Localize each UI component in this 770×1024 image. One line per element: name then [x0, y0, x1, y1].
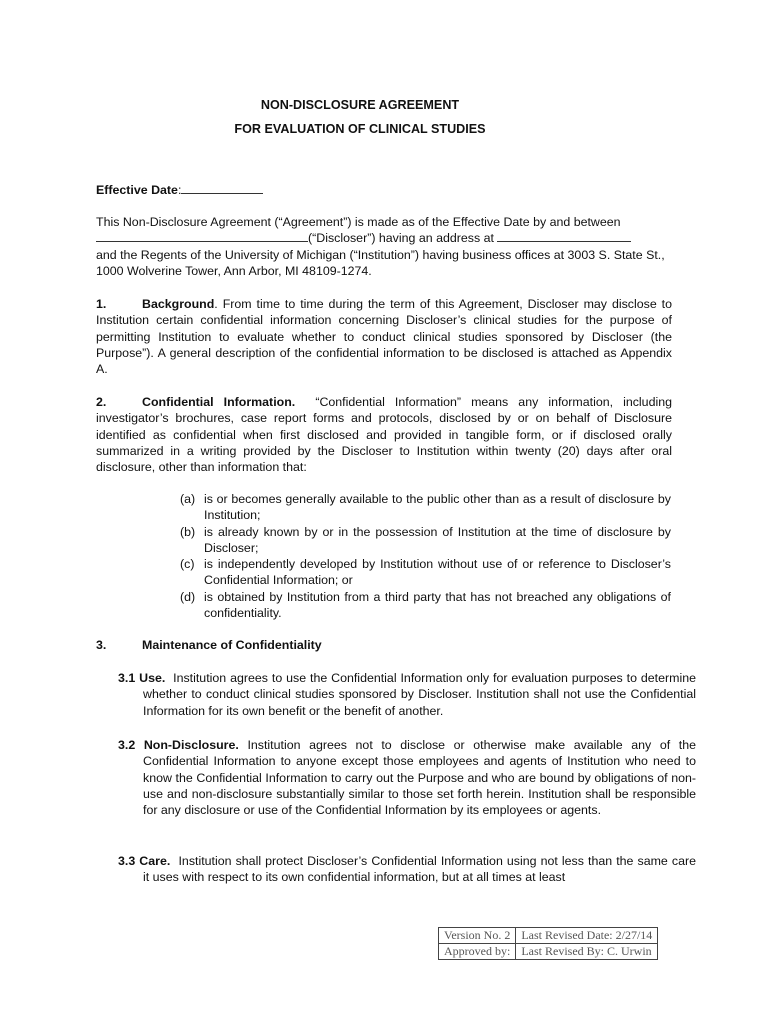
section-3-heading: Maintenance of Confidentiality	[142, 638, 322, 652]
section-3-number: 3.	[96, 638, 107, 652]
exclusions-list	[180, 491, 671, 621]
list-item: (c) is independently developed by Institution without use of or reference to Discloser’s Confidential Information; or	[180, 557, 671, 588]
section-1-text: . From time to time during the term of this Agreement, Discloser may disclose to Institution certain confidential information concerning Discloser’s clinical studies for the purpose of permitting Institution to evaluate whether to conduct clinical studies sponsored by Discloser (the Purpose”). A general description of the confidential information to be disclosed is attached as Appendix A.	[96, 297, 672, 377]
effective-date-label: Effective Date	[96, 183, 178, 197]
section-2-confidential-information	[96, 394, 672, 475]
section-2-heading: Confidential Information.	[142, 395, 296, 409]
list-item: (a) is or becomes generally available to the public other than as a result of disclosure by Institution;	[180, 492, 671, 523]
last-revised-by-cell: Last Revised By: C. Urwin	[516, 944, 658, 960]
subsection-3-2-non-disclosure: 3.2 Non-Disclosure. Institution agrees not to disclose or otherwise make available any of the Confidential Information to anyone except those employees and agents of Institution who need to know the Confidential Information to carry out the Purpose and who are bound by obligations of non-use and non-disclosure substantially similar to those set forth herein. Institution shall be responsible for any disclosure or use of the Confidential Information by its employees or agents.	[118, 738, 696, 818]
document-title: NON-DISCLOSURE AGREEMENT	[260, 98, 460, 112]
subsection-3-1-use: 3.1 Use. Institution agrees to use the Confidential Information only for evaluation purposes to determine whether to conduct clinical studies sponsored by Discloser. Institution shall not use the Confidential Information for its own benefit or the benefit of another.	[118, 671, 697, 718]
section-2-number: 2.	[96, 395, 107, 409]
intro-line-3: and the Regents of the University of Michigan (“Institution”) having business offices at 3003 S. State St., 1000 Wolverine Tower, Ann Arbor, MI 48109-1274.	[96, 247, 665, 278]
approved-by-cell: Approved by:	[439, 944, 516, 960]
intro-paragraph	[96, 214, 672, 279]
section-1-number: 1.	[96, 297, 107, 311]
intro-line-2: (“Discloser”) having an address at	[96, 230, 672, 246]
list-item: (d) is obtained by Institution from a third party that has not breached any obligations of confidentiality.	[180, 589, 671, 621]
list-item: (b) is already known by or in the possession of Institution at the time of disclosure by Discloser;	[180, 524, 671, 555]
discloser-address-blank[interactable]	[497, 230, 631, 242]
intro-line-1: This Non-Disclosure Agreement (“Agreement”) is made as of the Effective Date by and between	[96, 215, 621, 229]
effective-date-line: Effective Date:	[96, 182, 672, 198]
revision-footer-table	[438, 927, 658, 960]
document-subtitle: FOR EVALUATION OF CLINICAL STUDIES	[234, 122, 486, 136]
last-revised-date-cell: Last Revised Date: 2/27/14	[516, 928, 658, 944]
section-1-heading: Background	[142, 297, 215, 311]
version-cell: Version No. 2	[439, 928, 516, 944]
effective-date-blank[interactable]	[181, 182, 263, 194]
section-1-background	[96, 296, 672, 377]
section-3-heading-line	[96, 637, 672, 653]
subsection-3-3-care: 3.3 Care. Institution shall protect Discloser’s Confidential Information using not less than the same care it uses with respect to its own confidential information, but at all times at least	[118, 854, 697, 885]
discloser-name-blank[interactable]	[96, 230, 308, 242]
section-2-text: “Confidential Information” means any information, including investigator’s brochures, case report forms and protocols, disclosed by or on behalf of Disclosure identified as confidential when first disclosed and provided in tangible form, or if disclosed orally summarized in a writing provided by the Discloser to Institution within twenty (20) days after oral disclosure, other than information that:	[96, 395, 673, 475]
